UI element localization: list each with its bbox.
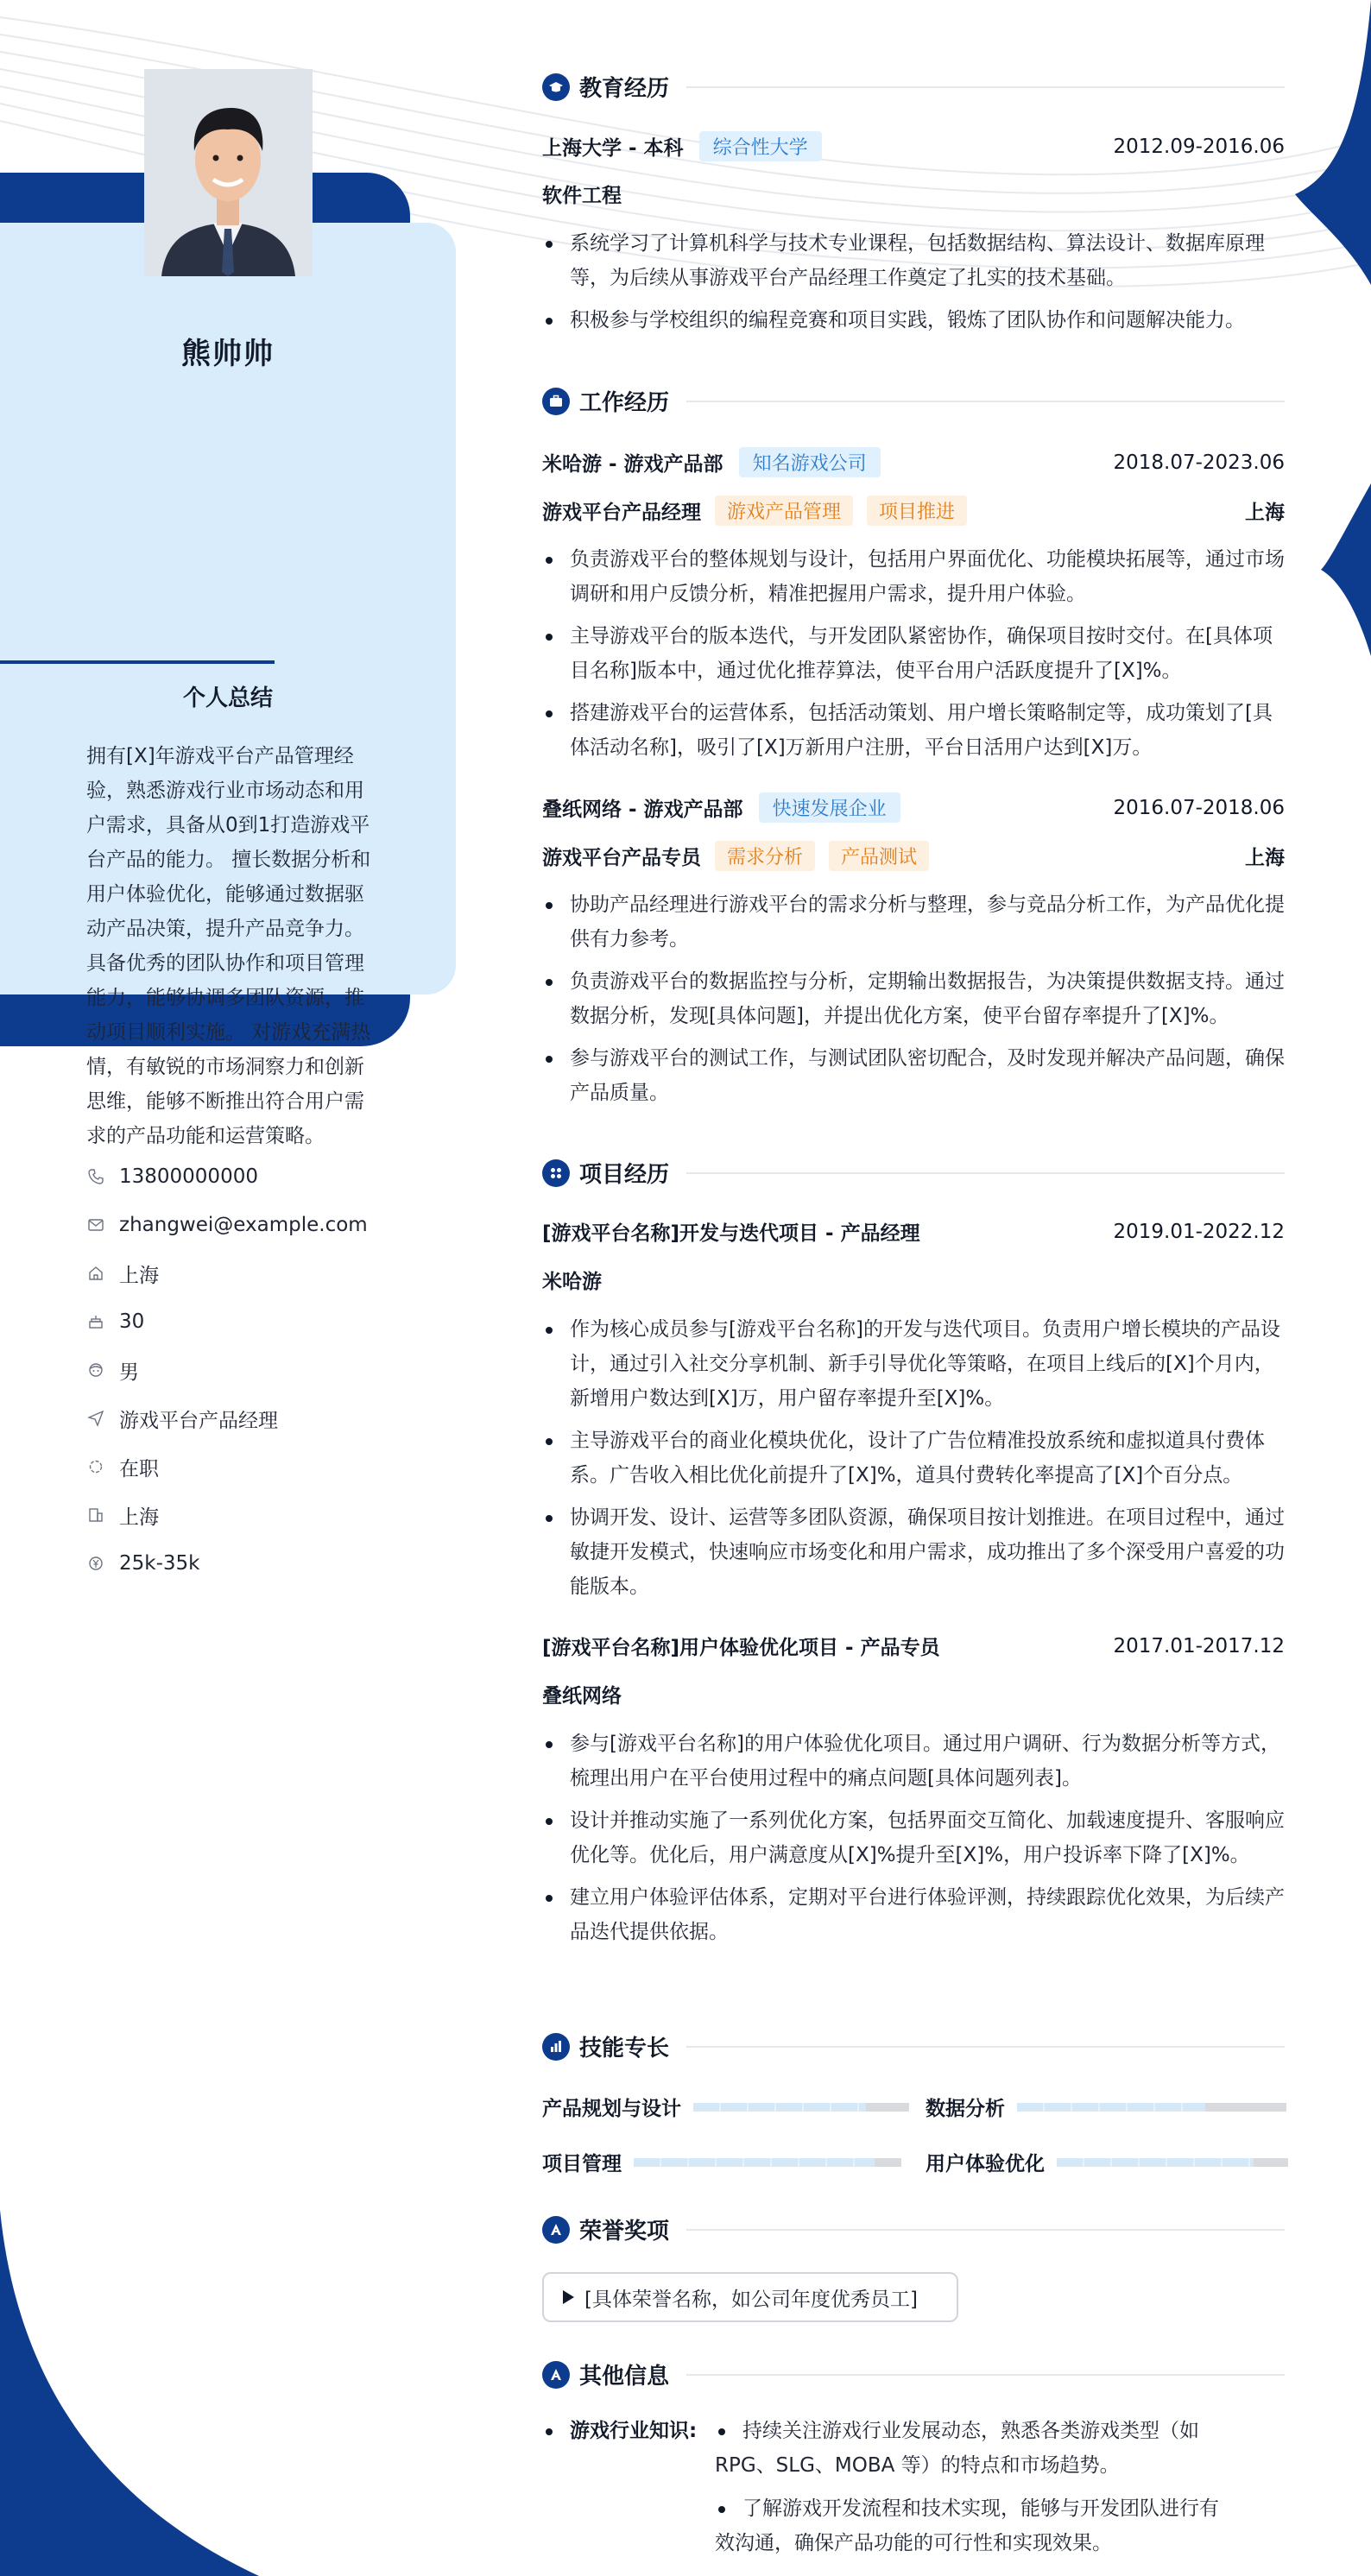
education-major: 软件工程 — [542, 185, 622, 207]
skill-bar-rest — [1254, 2158, 1288, 2167]
skill-item — [542, 2093, 909, 2121]
salary-icon — [86, 1554, 105, 1573]
section-work-header — [542, 385, 1285, 417]
skill-name: 数据分析 — [926, 2098, 1005, 2120]
section-divider — [686, 1172, 1285, 1174]
section-projects-header — [542, 1157, 1285, 1189]
education-row — [542, 131, 1285, 161]
section-other-title: 其他信息 — [579, 2364, 670, 2390]
list-item: 主导游戏平台的商业化模块优化，设计了广告位精准投放系统和虚拟道具付费体系。广告收入相比优化前提升了[X]%，道具付费转化率提高了[X]个百分点。 — [542, 1424, 1285, 1493]
contact-status-text: 在职 — [119, 1457, 159, 1481]
info-icon — [542, 2361, 570, 2389]
contact-gender — [86, 1346, 449, 1394]
skill-name: 产品规划与设计 — [542, 2098, 681, 2120]
skill-name: 用户体验优化 — [926, 2153, 1045, 2175]
list-item: 建立用户体验评估体系，定期对平台进行体验评测，持续跟踪优化效果，为后续产品迭代提供依据。 — [542, 1880, 1285, 1949]
list-item: 参与游戏平台的测试工作，与测试团队密切配合，及时发现并解决产品问题，确保产品质量。 — [542, 1041, 1285, 1110]
avatar-illustration — [144, 69, 313, 276]
job-2-role: 游戏平台产品专员 — [542, 847, 701, 869]
list-item-text: 持续关注游戏行业发展动态，熟悉各类游戏类型（如 RPG、SLG、MOBA 等）的特点和市场趋势。 — [715, 2420, 1199, 2477]
section-education-title: 教育经历 — [579, 76, 670, 102]
job-1-tag-2: 项目推进 — [867, 496, 967, 526]
candidate-name: 熊帅帅 — [181, 337, 275, 371]
contact-phone-text: 13800000000 — [119, 1165, 258, 1188]
bullet-dot — [546, 2428, 553, 2435]
list-item: 设计并推动实施了一系列优化方案，包括界面交互简化、加载速度提升、客服响应优化等。优化后，用户满意度从[X]%提升至[X]%，用户投诉率下降了[X]%。 — [542, 1803, 1285, 1872]
briefcase-icon — [542, 388, 570, 415]
section-other-header — [542, 2358, 1285, 2390]
skill-item — [926, 2148, 1288, 2176]
section-divider — [686, 2374, 1285, 2376]
summary-divider — [0, 660, 275, 664]
job-1-company-tag: 知名游戏公司 — [739, 447, 881, 477]
list-item-text: 了解游戏开发流程和技术实现，能够与开发团队进行有效沟通，确保产品功能的可行性和实现效果。 — [715, 2497, 1219, 2554]
job-1-tag-1: 游戏产品管理 — [715, 496, 853, 526]
contact-age-text: 30 — [119, 1310, 145, 1333]
other-label: 游戏行业知识: — [570, 2420, 698, 2442]
award-item — [542, 2272, 958, 2322]
phone-icon — [86, 1167, 105, 1186]
project-1-name: [游戏平台名称]开发与迭代项目 - 产品经理 — [542, 1222, 920, 1245]
contact-email — [86, 1201, 449, 1249]
list-item: 搭建游戏平台的运营体系，包括活动策划、用户增长策略制定等，成功策划了[具体活动名称]，吸引了[X]万新用户注册，平台日活用户达到[X]万。 — [542, 696, 1285, 765]
list-item — [715, 2414, 1233, 2483]
graduation-cap-icon — [542, 73, 570, 101]
section-awards-header — [542, 2213, 1285, 2245]
education-date: 2012.09-2016.06 — [1113, 135, 1285, 158]
job-2-role-row — [542, 841, 1285, 871]
sidebar — [0, 0, 466, 2576]
contact-gender-text: 男 — [119, 1361, 139, 1384]
section-divider — [686, 401, 1285, 402]
job-2-date: 2016.07-2018.06 — [1113, 796, 1285, 819]
summary-text: 拥有[X]年游戏平台产品管理经验，熟悉游戏行业市场动态和用户需求，具备从0到1打造游戏平台产品的能力。 擅长数据分析和用户体验优化，能够通过数据驱动产品决策，提升产品竞争力。 具备优秀的团队协作和项目管理能力，能够协调多团队资源，推动项目顺利实施。 对游戏充满热情，有敏锐的市场洞察力和创新思维，能够不断推出符合用户需求的产品功能和运营策略。 — [86, 745, 371, 1147]
project-2-org: 叠纸网络 — [542, 1685, 622, 1708]
education-tag: 综合性大学 — [699, 131, 822, 161]
list-item — [715, 2491, 1233, 2560]
contact-position — [86, 1394, 449, 1443]
job-2-company-tag: 快速发展企业 — [759, 792, 900, 823]
list-item: 负责游戏平台的整体规划与设计，包括用户界面优化、功能模块拓展等，通过市场调研和用户反馈分析，精准把握用户需求，提升用户体验。 — [542, 542, 1285, 611]
send-icon — [86, 1409, 105, 1428]
contact-city-text: 上海 — [119, 1506, 159, 1529]
job-1-role: 游戏平台产品经理 — [542, 502, 701, 524]
list-item: 协调开发、设计、运营等多团队资源，确保项目按计划推进。在项目过程中，通过敏捷开发模式，快速响应市场变化和用户需求，成功推出了多个深受用户喜爱的功能版本。 — [542, 1500, 1285, 1604]
job-2-tag-2: 产品测试 — [829, 841, 929, 871]
cake-icon — [86, 1312, 105, 1331]
grid-icon — [542, 1159, 570, 1187]
home-icon — [86, 1264, 105, 1283]
job-2-company: 叠纸网络 - 游戏产品部 — [542, 799, 743, 821]
list-item: 参与[游戏平台名称]的用户体验优化项目。通过用户调研、行为数据分析等方式，梳理出用户在平台使用过程中的痛点问题[具体问题列表]。 — [542, 1727, 1285, 1796]
contact-salary — [86, 1539, 449, 1588]
section-skills-title: 技能专长 — [579, 2036, 670, 2061]
section-work-title: 工作经历 — [579, 390, 670, 416]
contact-city — [86, 1491, 449, 1539]
job-1-role-row — [542, 496, 1285, 526]
section-divider — [686, 86, 1285, 88]
section-divider — [686, 2229, 1285, 2231]
skill-bar — [693, 2103, 909, 2112]
list-item: 系统学习了计算机科学与技术专业课程，包括数据结构、算法设计、数据库原理等，为后续从事游戏平台产品经理工作奠定了扎实的技术基础。 — [542, 226, 1285, 295]
skill-name: 项目管理 — [542, 2153, 622, 2175]
section-education-header — [542, 71, 1285, 103]
skill-bar-rest — [875, 2158, 901, 2167]
section-awards-title: 荣誉奖项 — [579, 2219, 670, 2245]
profile-photo — [144, 69, 313, 276]
job-1-city: 上海 — [1245, 502, 1285, 524]
job-2-tag-1: 需求分析 — [715, 841, 815, 871]
skill-bar-rest — [866, 2103, 909, 2112]
contact-location — [86, 1249, 449, 1297]
section-skills-header — [542, 2030, 1285, 2062]
education-bullets — [542, 226, 1285, 345]
mail-icon — [86, 1215, 105, 1234]
project-1-org-row — [542, 1266, 1285, 1294]
list-item: 积极参与学校组织的编程竞赛和项目实践，锻炼了团队协作和问题解决能力。 — [542, 303, 1285, 338]
list-item: 协助产品经理进行游戏平台的需求分析与整理，参与竞品分析工作，为产品优化提供有力参考。 — [542, 887, 1285, 957]
award-text: [具体荣誉名称，如公司年度优秀员工] — [584, 2288, 918, 2311]
skill-bar-fill — [1057, 2158, 1254, 2167]
job-1-bullets — [542, 542, 1285, 773]
section-projects-title: 项目经历 — [579, 1162, 670, 1188]
project-2-date: 2017.01-2017.12 — [1113, 1634, 1285, 1657]
project-1-org: 米哈游 — [542, 1271, 602, 1293]
contact-position-text: 游戏平台产品经理 — [119, 1409, 278, 1432]
status-icon — [86, 1457, 105, 1476]
skill-bar — [1017, 2103, 1286, 2112]
education-major-row — [542, 180, 1285, 208]
contact-location-text: 上海 — [119, 1264, 159, 1287]
building-icon — [86, 1506, 105, 1525]
contact-status — [86, 1443, 449, 1491]
job-1-company-row — [542, 447, 1285, 477]
play-triangle-icon — [563, 2290, 574, 2304]
skill-bar-fill — [1017, 2103, 1205, 2112]
contact-phone — [86, 1152, 449, 1201]
skill-bar — [634, 2158, 901, 2167]
list-item: 作为核心成员参与[游戏平台名称]的开发与迭代项目。负责用户增长模块的产品设计，通过引入社交分享机制、新手引导优化等策略，在项目上线后的[X]个月内，新增用户数达到[X]万，用户留存率提升至[X]%。 — [542, 1312, 1285, 1416]
skill-bar-fill — [693, 2103, 866, 2112]
summary-title: 个人总结 — [182, 685, 273, 711]
job-2-bullets — [542, 887, 1285, 1118]
job-1-company: 米哈游 - 游戏产品部 — [542, 453, 723, 476]
project-2-name: [游戏平台名称]用户体验优化项目 - 产品专员 — [542, 1637, 940, 1659]
section-divider — [686, 2046, 1285, 2048]
job-1-date: 2018.07-2023.06 — [1113, 451, 1285, 474]
skill-item — [542, 2148, 901, 2176]
project-1-date: 2019.01-2022.12 — [1113, 1220, 1285, 1243]
job-2-city: 上海 — [1245, 847, 1285, 869]
contact-list — [86, 1152, 449, 1588]
list-item: 负责游戏平台的数据监控与分析，定期输出数据报告，为决策提供数据支持。通过数据分析，发现[具体问题]，并提出优化方案，使平台留存率提升了[X]%。 — [542, 964, 1285, 1033]
skill-bar-rest — [1205, 2103, 1286, 2112]
project-2-bullets — [542, 1727, 1285, 1957]
skill-bar-fill — [634, 2158, 875, 2167]
education-school: 上海大学 - 本科 — [542, 137, 684, 160]
contact-salary-text: 25k-35k — [119, 1552, 200, 1575]
contact-email-text: zhangwei@example.com — [119, 1214, 368, 1236]
contact-age — [86, 1297, 449, 1346]
project-2-org-row — [542, 1680, 1285, 1708]
project-1-row — [542, 1217, 1285, 1246]
skill-item — [926, 2093, 1286, 2121]
job-2-company-row — [542, 792, 1285, 823]
bar-chart-icon — [542, 2033, 570, 2061]
other-list — [715, 2414, 1233, 2569]
list-item: 主导游戏平台的版本迭代，与开发团队紧密协作，确保项目按时交付。在[具体项目名称]版本中，通过优化推荐算法，使平台用户活跃度提升了[X]%。 — [542, 619, 1285, 688]
project-1-bullets — [542, 1312, 1285, 1612]
project-2-row — [542, 1632, 1285, 1660]
skill-bar — [1057, 2158, 1288, 2167]
gender-icon — [86, 1361, 105, 1380]
award-icon — [542, 2216, 570, 2244]
